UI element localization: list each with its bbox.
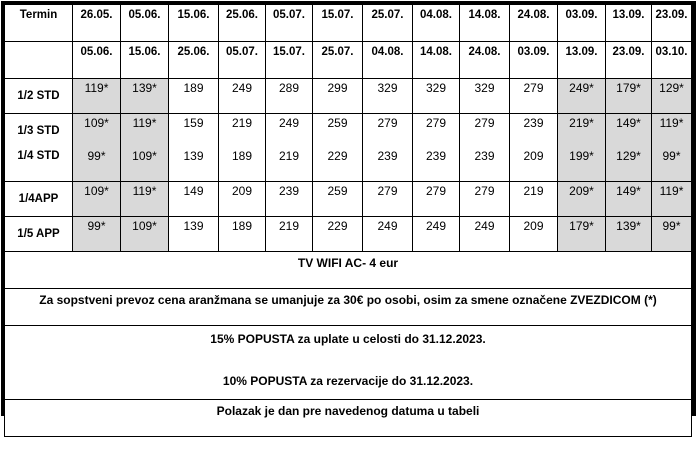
price-cell: 149	[169, 182, 219, 217]
price-cell: 249	[413, 217, 460, 252]
discount-reservation: 10% POPUSTA za rezervacije do 31.12.2023.	[222, 374, 474, 388]
price-cell-pair	[219, 114, 266, 182]
price-cell: 139*	[121, 79, 169, 114]
price-value: 249	[278, 116, 300, 130]
price-cell: 109*	[73, 182, 121, 217]
period-to: 04.08.	[363, 42, 413, 79]
price-cell: 249	[363, 217, 413, 252]
price-cell-pair	[121, 114, 169, 182]
period-from: 14.08.	[460, 5, 510, 42]
price-cell: 279	[413, 182, 460, 217]
price-cell: 279	[510, 79, 558, 114]
price-cell: 99*	[652, 217, 692, 252]
price-cell: 109*	[121, 217, 169, 252]
period-from: 26.05.	[73, 5, 121, 42]
header-row-to	[5, 42, 692, 79]
room-type-label: 1/4APP	[5, 182, 73, 217]
price-cell: 209	[510, 217, 558, 252]
period-to: 25.07.	[313, 42, 363, 79]
price-cell: 329	[363, 79, 413, 114]
own-transport-note-row	[5, 289, 692, 326]
price-cell: 209*	[558, 182, 606, 217]
price-cell-pair	[73, 114, 121, 182]
period-from: 05.07.	[266, 5, 313, 42]
price-table-frame	[1, 1, 696, 416]
period-to: 05.06.	[73, 42, 121, 79]
price-cell-pair	[558, 114, 606, 182]
price-cell: 299	[313, 79, 363, 114]
period-to: 14.08.	[413, 42, 460, 79]
period-to: 03.09.	[510, 42, 558, 79]
room-type-label: 1/4 STD	[17, 150, 60, 162]
price-cell: 229	[313, 217, 363, 252]
price-cell: 249	[219, 79, 266, 114]
discount-full-payment: 15% POPUSTA za uplate u celosti do 31.12.2023.	[210, 332, 486, 346]
departure-note-row	[5, 400, 692, 437]
period-from: 25.07.	[363, 5, 413, 42]
period-from: 05.06.	[121, 5, 169, 42]
price-value: 109*	[84, 116, 109, 130]
discount-notes	[5, 326, 692, 400]
price-cell: 119*	[652, 182, 692, 217]
price-value: 229	[327, 149, 348, 163]
price-value: 219	[231, 116, 253, 130]
price-cell-pair	[313, 114, 363, 182]
price-cell: 219	[266, 217, 313, 252]
period-to: 25.06.	[169, 42, 219, 79]
price-value: 239	[377, 149, 398, 163]
period-from: 15.07.	[313, 5, 363, 42]
price-value: 209	[523, 149, 544, 163]
price-value: 129*	[616, 149, 641, 163]
price-value: 239	[474, 149, 495, 163]
period-to: 23.09.	[606, 42, 652, 79]
table-row	[5, 217, 692, 252]
price-cell: 249*	[558, 79, 606, 114]
price-cell: 139	[169, 217, 219, 252]
amenities-note-row	[5, 252, 692, 289]
price-value: 219*	[569, 116, 594, 130]
price-cell: 189	[169, 79, 219, 114]
price-value: 279	[425, 116, 447, 130]
table-row	[5, 79, 692, 114]
period-to: 24.08.	[460, 42, 510, 79]
price-cell: 179*	[558, 217, 606, 252]
price-value: 139	[183, 149, 204, 163]
period-from: 24.08.	[510, 5, 558, 42]
price-value: 119*	[659, 116, 684, 130]
price-cell: 99*	[73, 217, 121, 252]
price-cell-pair	[169, 114, 219, 182]
own-transport-note: Za sopstveni prevoz cena aranžmana se umanjuje za 30€ po osobi, osim za smene označene ZVEZDICOM (*)	[5, 289, 692, 326]
price-cell: 259	[313, 182, 363, 217]
room-type-label: 1/2 STD	[5, 79, 73, 114]
period-to: 05.07.	[219, 42, 266, 79]
period-from: 03.09.	[558, 5, 606, 42]
termin-label-blank	[5, 42, 73, 79]
amenities-note: TV WIFI AC- 4 eur	[5, 252, 692, 289]
price-value: 259	[327, 116, 348, 130]
price-cell: 119*	[121, 182, 169, 217]
period-to: 15.06.	[121, 42, 169, 79]
price-cell-pair	[363, 114, 413, 182]
departure-note: Polazak je dan pre navedenog datuma u tabeli	[5, 400, 692, 437]
period-to: 03.10.	[652, 42, 692, 79]
price-cell: 279	[363, 182, 413, 217]
price-cell-pair	[266, 114, 313, 182]
price-value: 99*	[87, 149, 106, 163]
discount-notes-row	[5, 326, 692, 400]
price-cell: 209	[219, 182, 266, 217]
price-value: 199*	[569, 149, 594, 163]
price-value: 189	[231, 149, 253, 163]
price-cell-pair	[652, 114, 692, 182]
price-value: 239	[425, 149, 447, 163]
price-cell-pair	[606, 114, 652, 182]
period-to: 15.07.	[266, 42, 313, 79]
termin-label: Termin	[5, 5, 73, 42]
price-cell: 289	[266, 79, 313, 114]
room-type-labels	[5, 114, 73, 182]
period-from: 25.06.	[219, 5, 266, 42]
price-value: 279	[474, 116, 495, 130]
price-cell: 139*	[606, 217, 652, 252]
price-cell-pair	[413, 114, 460, 182]
price-cell: 129*	[652, 79, 692, 114]
price-value: 239	[523, 116, 544, 130]
price-cell: 189	[219, 217, 266, 252]
period-from: 15.06.	[169, 5, 219, 42]
price-cell: 119*	[73, 79, 121, 114]
price-value: 279	[377, 116, 398, 130]
period-from: 23.09.	[652, 5, 692, 42]
price-cell: 149*	[606, 182, 652, 217]
price-cell: 249	[460, 217, 510, 252]
room-type-label: 1/3 STD	[17, 125, 60, 137]
price-value: 149*	[616, 116, 641, 130]
period-from: 13.09.	[606, 5, 652, 42]
price-cell: 329	[460, 79, 510, 114]
price-value: 159	[183, 116, 204, 130]
price-value: 219	[278, 149, 300, 163]
price-value: 109*	[132, 149, 157, 163]
price-cell: 329	[413, 79, 460, 114]
table-row	[5, 182, 692, 217]
price-cell: 219	[510, 182, 558, 217]
price-table	[4, 4, 692, 437]
price-cell: 239	[266, 182, 313, 217]
price-cell-pair	[460, 114, 510, 182]
price-cell: 179*	[606, 79, 652, 114]
room-type-label: 1/5 APP	[5, 217, 73, 252]
price-cell-pair	[510, 114, 558, 182]
table-row-double	[5, 114, 692, 182]
price-value: 119*	[132, 116, 157, 130]
header-row-from	[5, 5, 692, 42]
price-cell: 279	[460, 182, 510, 217]
period-from: 04.08.	[413, 5, 460, 42]
price-value: 99*	[662, 149, 681, 163]
period-to: 13.09.	[558, 42, 606, 79]
